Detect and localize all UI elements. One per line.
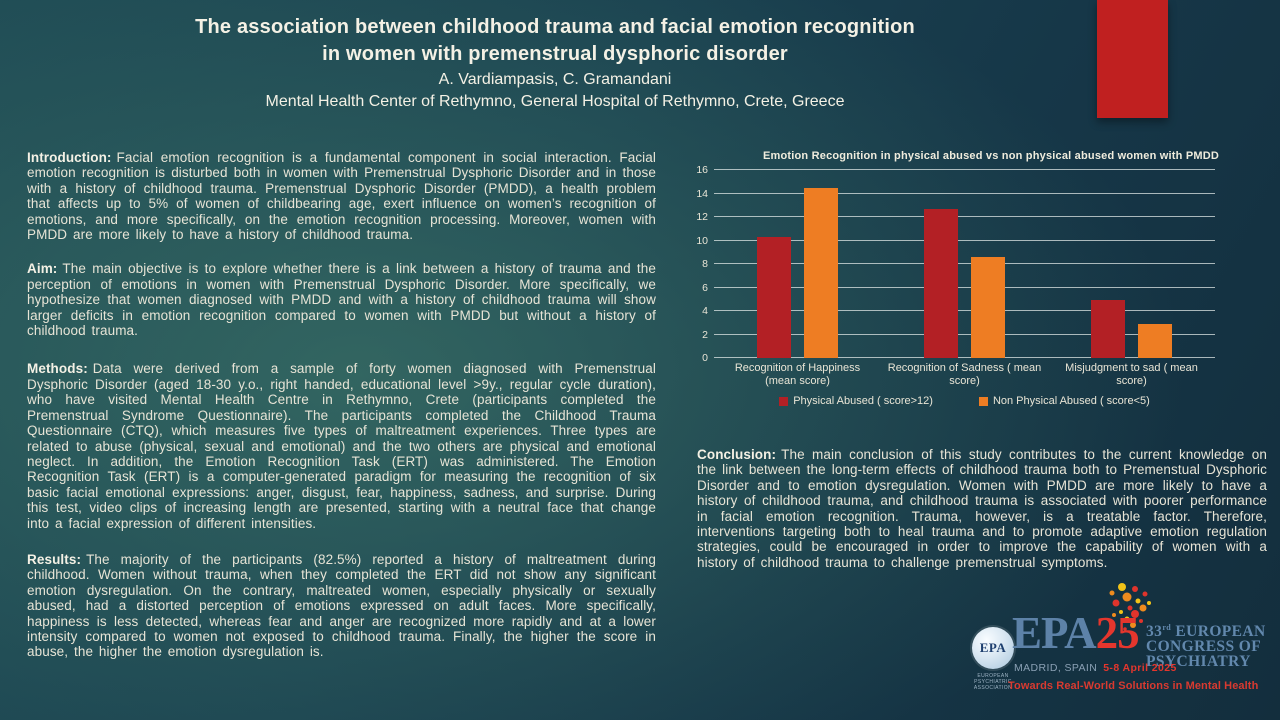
section-results bbox=[27, 552, 656, 660]
section-methods bbox=[27, 361, 656, 530]
epa-globe-badge bbox=[972, 627, 1014, 669]
poster-header bbox=[25, 14, 1085, 112]
congress-dates: 5-8 April 2025 bbox=[1103, 662, 1177, 674]
section-results-label: Results: bbox=[27, 551, 82, 567]
poster-authors: A. Vardiampasis, C. Gramandani bbox=[438, 71, 672, 88]
chart-y-tick-label: 12 bbox=[696, 211, 708, 223]
chart-x-label: Recognition of Happiness (mean score) bbox=[734, 362, 861, 387]
section-aim bbox=[27, 261, 656, 338]
poster-affiliation: Mental Health Center of Rethymno, General Hospital of Rethymno, Crete, Greece bbox=[265, 93, 845, 110]
congress-line3: PSYCHIATRY bbox=[1146, 653, 1251, 671]
chart-legend-item bbox=[979, 395, 1150, 407]
emotion-recognition-chart bbox=[690, 150, 1270, 407]
chart-y-tick-label: 14 bbox=[696, 187, 708, 200]
chart-bar-groups bbox=[714, 170, 1215, 358]
epa25-wordmark-epa: EPA bbox=[1012, 608, 1096, 658]
poster-title-line1: The association between childhood trauma and facial emotion recognition bbox=[195, 16, 915, 38]
chart-x-label: Recognition of Sadness ( mean score) bbox=[887, 362, 1042, 387]
epa25-wordmark bbox=[1012, 608, 1139, 658]
chart-legend-label: Physical Abused ( score>12) bbox=[793, 395, 933, 407]
chart-bar-group bbox=[757, 170, 838, 358]
chart-y-tick-label: 4 bbox=[702, 305, 708, 317]
section-methods-text: Data were derived from a sample of forty women diagnosed with Premenstrual Dysphoric Disorder (aged 18-30 y.o., right handed, educational level >9y., regular cycle duration), who have visited Mental Health Centre in Rethymno, Crete (participants completed the Premenstrual Syndrome Questionnaire). The participants completed the Childhood Trauma Questionnaire (CTQ), which measures five types of maltreatment experiences. Three types are related to abuse (physical, sexual and emotional) and the two others are physical and emotional neglect. In addition, the Emotion Recognition Task (ERT) was administered. The Emotion Recognition Task (ERT) is a computer-generated paradigm for measuring the recognition of six basic facial emotional expressions: anger, disgust, fear, happiness, sadness, and surprise. During this test, video clips of increasing length are presented, starting with a neutral face that change into a facial expression of different intensities. bbox=[27, 361, 656, 531]
chart-y-tick-label: 0 bbox=[702, 352, 708, 364]
congress-location: MADRID, SPAIN bbox=[1014, 662, 1098, 674]
chart-bar-series1-cat2 bbox=[1138, 324, 1172, 358]
chart-bar-group bbox=[924, 170, 1005, 358]
epa-badge-subtext: EUROPEAN PSYCHIATRIC ASSOCIATION bbox=[973, 673, 1013, 691]
chart-legend-label: Non Physical Abused ( score<5) bbox=[992, 395, 1150, 407]
red-corner-block bbox=[1097, 0, 1168, 118]
chart-plot-area bbox=[696, 164, 1215, 364]
chart-legend-item bbox=[779, 395, 933, 407]
chart-x-axis-labels bbox=[714, 362, 1215, 388]
section-methods-label: Methods: bbox=[27, 361, 88, 377]
congress-line1-rest: EUROPEAN bbox=[1171, 623, 1266, 641]
chart-bar-group bbox=[1091, 170, 1172, 358]
section-introduction-label: Introduction: bbox=[27, 150, 112, 165]
section-aim-label: Aim: bbox=[27, 261, 58, 277]
epa25-congress-logo bbox=[962, 583, 1280, 720]
section-conclusion bbox=[697, 447, 1267, 570]
section-results-text: The majority of the participants (82.5%) reported a history of maltreatment during childhood. Women without trauma, when they completed the ERT did not show any significant emotion dysregulation. On the contrary, maltreated women, especially physically or sexually abused, had a distorted perception of emotions expressed on adult faces. More specifically, happiness is less detected, whereas fear and anger are recognized more rapidly and at a lower intensity compared to women not exposed to childhood trauma. Finally, the higher the score in abuse, the higher the emotion dysregulation is. bbox=[27, 551, 656, 660]
congress-number: 33 bbox=[1146, 623, 1163, 641]
chart-y-tick-label: 6 bbox=[702, 281, 708, 294]
chart-bar-series1-cat1 bbox=[971, 257, 1005, 358]
congress-venue bbox=[1014, 662, 1177, 674]
chart-y-tick-label: 8 bbox=[702, 258, 708, 270]
chart-y-tick-label: 16 bbox=[696, 164, 708, 176]
chart-bar-series0-cat2 bbox=[1091, 300, 1125, 358]
chart-bar-series1-cat0 bbox=[804, 188, 838, 358]
chart-y-tick-label: 2 bbox=[702, 328, 708, 341]
section-introduction-text: Facial emotion recognition is a fundamental component in social interaction. Facial emotion recognition is disturbed both in women with Premenstrual Dysphoric Disorder and in those with a history of childhood trauma. Premenstrual Dysphoric Disorder (PMDD), a health problem that affects up to 5% of women of childbearing age, exert influence on women’s recognition of emotions, and more specifically, on the emotion recognition processing. Moreover, women with PMDD are more likely to have a history of childhood trauma. bbox=[27, 150, 656, 243]
section-introduction bbox=[27, 150, 656, 242]
left-column bbox=[27, 150, 656, 660]
chart-legend-swatch-icon bbox=[779, 397, 788, 406]
chart-legend-swatch-icon bbox=[979, 397, 988, 406]
chart-x-label: Misjudgment to sad ( mean score) bbox=[1065, 362, 1198, 387]
chart-bar-series0-cat1 bbox=[924, 209, 958, 358]
section-aim-text: The main objective is to explore whether there is a link between a history of trauma and the perception of emotions in women with Premenstrual Dysphoric Disorder. More specifically, we hypothesize that women diagnosed with PMDD and with a history of childhood trauma will show larger deficits in emotion recognition compared to women with PMDD but without a history of childhood trauma. bbox=[27, 261, 656, 339]
congress-tagline: Towards Real-World Solutions in Mental Health bbox=[1008, 680, 1259, 692]
epa-badge-text: EPA bbox=[979, 640, 1007, 655]
poster-title-line2: in women with premenstrual dysphoric disorder bbox=[322, 43, 788, 65]
congress-ordinal: rd bbox=[1162, 623, 1172, 632]
chart-legend bbox=[714, 395, 1215, 407]
chart-bar-series0-cat0 bbox=[757, 237, 791, 358]
chart-title: Emotion Recognition in physical abused vs non physical abused women with PMDD bbox=[762, 150, 1220, 162]
chart-y-tick-label: 10 bbox=[696, 234, 708, 247]
epa25-wordmark-year: 25 bbox=[1095, 608, 1139, 658]
section-conclusion-label: Conclusion: bbox=[697, 447, 777, 462]
section-conclusion-text: The main conclusion of this study contributes to the current knowledge on the link between the long-term effects of childhood trauma both to Premenstual Dysphoric Disorder and to emotion dysregulation. Women with PMDD are more likely to have a history of childhood trauma, and childhood trauma is associated with poorer performance in facial emotion recognition. Trauma, however, is a treatable factor. Therefore, interventions targeting both to heal trauma and to promote adaptive emotion regulation strategies, could be encouraged in order to improve the capability of women with a history of childhood trauma to challenge premenstrual symptoms. bbox=[697, 447, 1267, 570]
congress-line2: CONGRESS OF bbox=[1146, 638, 1262, 656]
